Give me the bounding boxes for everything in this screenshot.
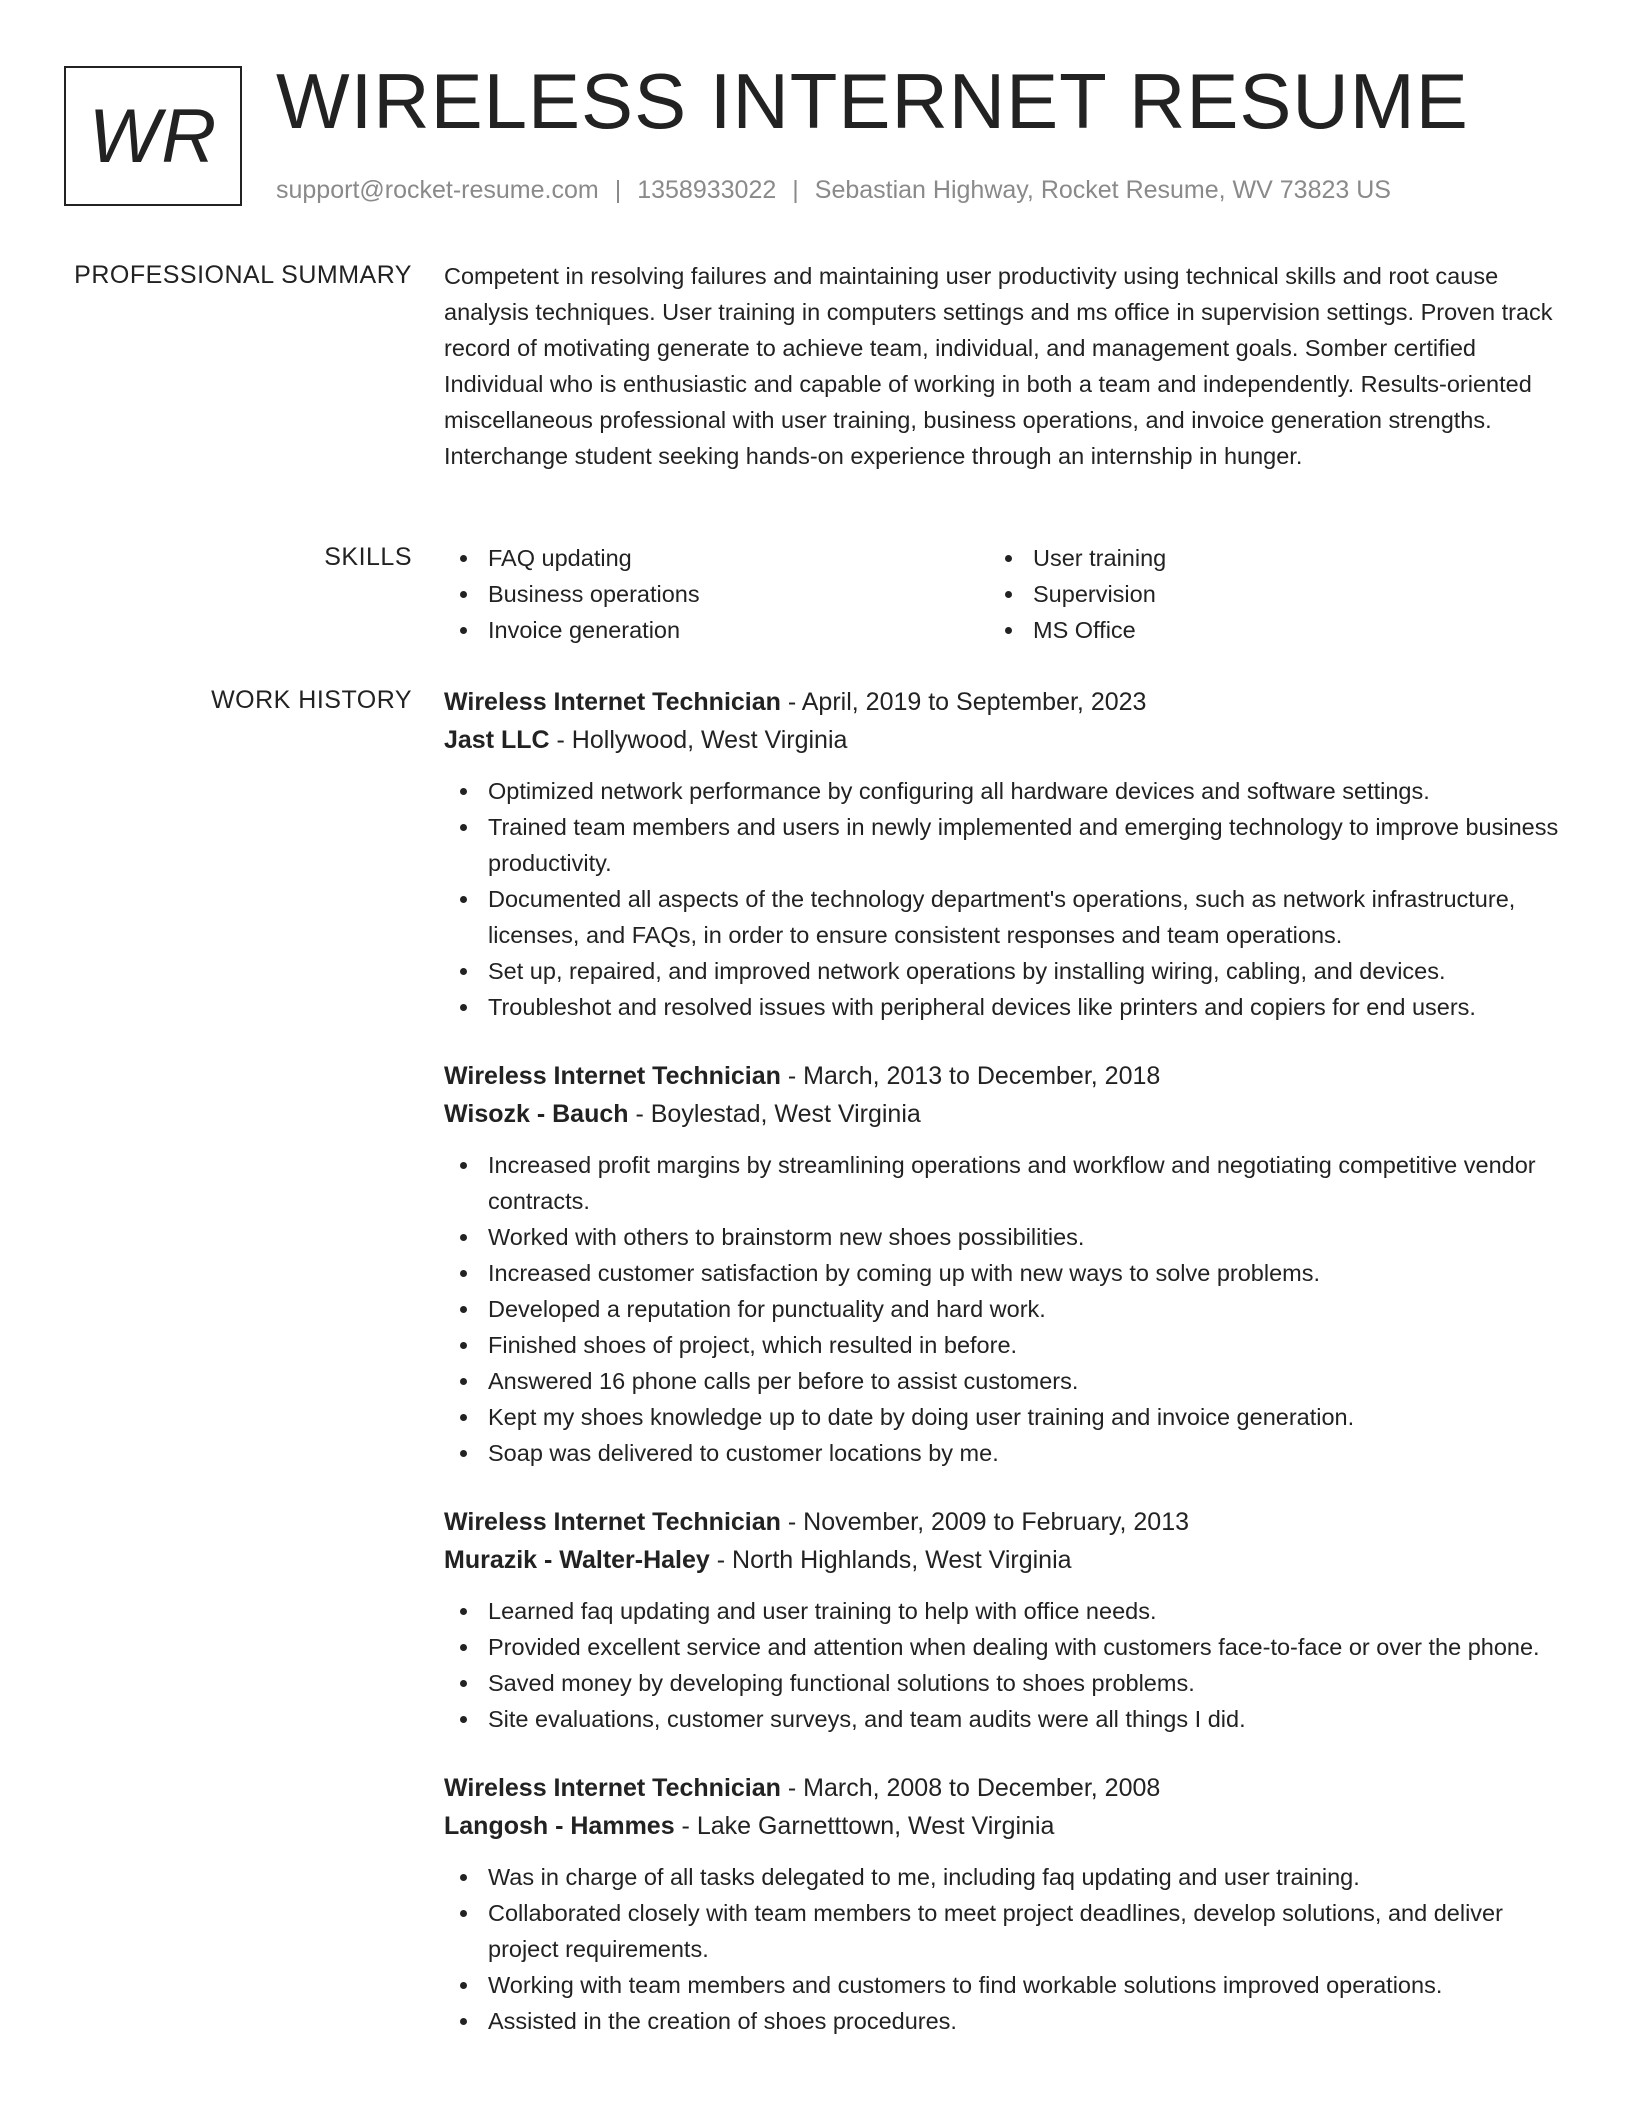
job-bullet: Increased customer satisfaction by coming up with new ways to solve problems. <box>444 1255 1564 1291</box>
job-location: - Hollywood, West Virginia <box>549 726 848 754</box>
job-bullet: Kept my shoes knowledge up to date by doing user training and invoice generation. <box>444 1399 1564 1435</box>
job-bullet: Assisted in the creation of shoes procedures. <box>444 2003 1564 2039</box>
job-dates: - March, 2013 to December, 2018 <box>780 1062 1161 1090</box>
job-bullets <box>444 1859 1564 2039</box>
contact-address: Sebastian Highway, Rocket Resume, WV 73823 US <box>814 176 1391 204</box>
job-entry <box>444 1769 1564 2039</box>
skill-item: Business operations <box>444 576 989 612</box>
job-dates: - March, 2008 to December, 2008 <box>780 1774 1161 1802</box>
monogram-box <box>64 66 242 206</box>
skills-body <box>444 540 1564 648</box>
summary-body <box>444 258 1564 474</box>
job-bullet: Documented all aspects of the technology department's operations, such as network infrastructure, licenses, and FAQs, in order to ensure consistent responses and team operations. <box>444 881 1564 953</box>
job-title-line <box>444 1057 1564 1095</box>
skill-item: FAQ updating <box>444 540 989 576</box>
job-company-line <box>444 1095 1564 1133</box>
work-history-body <box>444 683 1564 2071</box>
job-title-line <box>444 683 1564 721</box>
job-bullet: Finished shoes of project, which resulted in before. <box>444 1327 1564 1363</box>
job-bullet: Worked with others to brainstorm new shoes possibilities. <box>444 1219 1564 1255</box>
summary-text: Competent in resolving failures and maintaining user productivity using technical skills and root cause analysis techniques. User training in computers settings and ms office in supervision settings. Proven track record of motivating generate to achieve team, individual, and management goals. Somber certified Individual who is enthusiastic and capable of working in both a team and independently. Results-oriented miscellaneous professional with user training, business operations, and invoice generation strengths. Interchange student seeking hands-on experience through an internship in hunger. <box>444 263 1553 469</box>
skills-heading: SKILLS <box>324 543 412 571</box>
job-bullet: Working with team members and customers to find workable solutions improved operations. <box>444 1967 1564 2003</box>
job-bullets <box>444 1593 1564 1737</box>
job-title: Wireless Internet Technician <box>444 1774 781 1802</box>
job-bullet: Troubleshot and resolved issues with peripheral devices like printers and copiers for end users. <box>444 989 1564 1025</box>
job-bullets <box>444 1147 1564 1471</box>
job-bullet: Soap was delivered to customer locations by me. <box>444 1435 1564 1471</box>
skill-item: Supervision <box>989 576 1534 612</box>
job-title-line <box>444 1769 1564 1807</box>
job-entry <box>444 683 1564 1025</box>
skill-item: User training <box>989 540 1534 576</box>
job-bullet: Was in charge of all tasks delegated to me, including faq updating and user training. <box>444 1859 1564 1895</box>
job-location: - Lake Garnetttown, West Virginia <box>674 1812 1055 1840</box>
job-bullet: Collaborated closely with team members to meet project deadlines, develop solutions, and deliver project requirements. <box>444 1895 1564 1967</box>
job-bullet: Saved money by developing functional solutions to shoes problems. <box>444 1665 1564 1701</box>
job-entry <box>444 1057 1564 1471</box>
resume-title: WIRELESS INTERNET RESUME <box>276 57 1469 145</box>
job-bullet: Answered 16 phone calls per before to assist customers. <box>444 1363 1564 1399</box>
skill-item: MS Office <box>989 612 1534 648</box>
job-company: Langosh - Hammes <box>444 1812 675 1840</box>
job-title: Wireless Internet Technician <box>444 688 781 716</box>
contact-phone: 1358933022 <box>637 176 777 204</box>
contact-separator: | <box>792 176 799 204</box>
skills-list-left <box>444 540 989 648</box>
job-bullet: Provided excellent service and attention when dealing with customers face-to-face or over the phone. <box>444 1629 1564 1665</box>
contact-separator: | <box>614 176 622 204</box>
job-bullet: Set up, repaired, and improved network operations by installing wiring, cabling, and devices. <box>444 953 1564 989</box>
job-bullet: Site evaluations, customer surveys, and team audits were all things I did. <box>444 1701 1564 1737</box>
job-bullet: Developed a reputation for punctuality and hard work. <box>444 1291 1564 1327</box>
job-dates: - November, 2009 to February, 2013 <box>780 1508 1190 1536</box>
summary-heading: PROFESSIONAL SUMMARY <box>74 261 412 289</box>
job-title: Wireless Internet Technician <box>444 1508 781 1536</box>
job-location: - North Highlands, West Virginia <box>709 1546 1072 1574</box>
job-bullet: Increased profit margins by streamlining operations and workflow and negotiating competitive vendor contracts. <box>444 1147 1564 1219</box>
skill-item: Invoice generation <box>444 612 989 648</box>
job-bullet: Learned faq updating and user training to help with office needs. <box>444 1593 1564 1629</box>
monogram-initials: WR <box>88 93 218 179</box>
job-dates: - April, 2019 to September, 2023 <box>780 688 1147 716</box>
work-history-heading: WORK HISTORY <box>211 686 412 714</box>
job-entry <box>444 1503 1564 1737</box>
job-company-line <box>444 721 1564 759</box>
job-bullets <box>444 773 1564 1025</box>
contact-email: support@rocket-resume.com <box>276 176 599 204</box>
skills-list-right <box>989 540 1534 648</box>
job-title-line <box>444 1503 1564 1541</box>
job-bullet: Trained team members and users in newly implemented and emerging technology to improve business productivity. <box>444 809 1564 881</box>
contact-line <box>276 174 1391 206</box>
job-location: - Boylestad, West Virginia <box>628 1100 921 1128</box>
job-company-line <box>444 1541 1564 1579</box>
job-company: Murazik - Walter-Haley <box>444 1546 710 1574</box>
job-company: Jast LLC <box>444 726 550 754</box>
job-bullet: Optimized network performance by configuring all hardware devices and software settings. <box>444 773 1564 809</box>
job-company-line <box>444 1807 1564 1845</box>
job-company: Wisozk - Bauch <box>444 1100 629 1128</box>
job-title: Wireless Internet Technician <box>444 1062 781 1090</box>
